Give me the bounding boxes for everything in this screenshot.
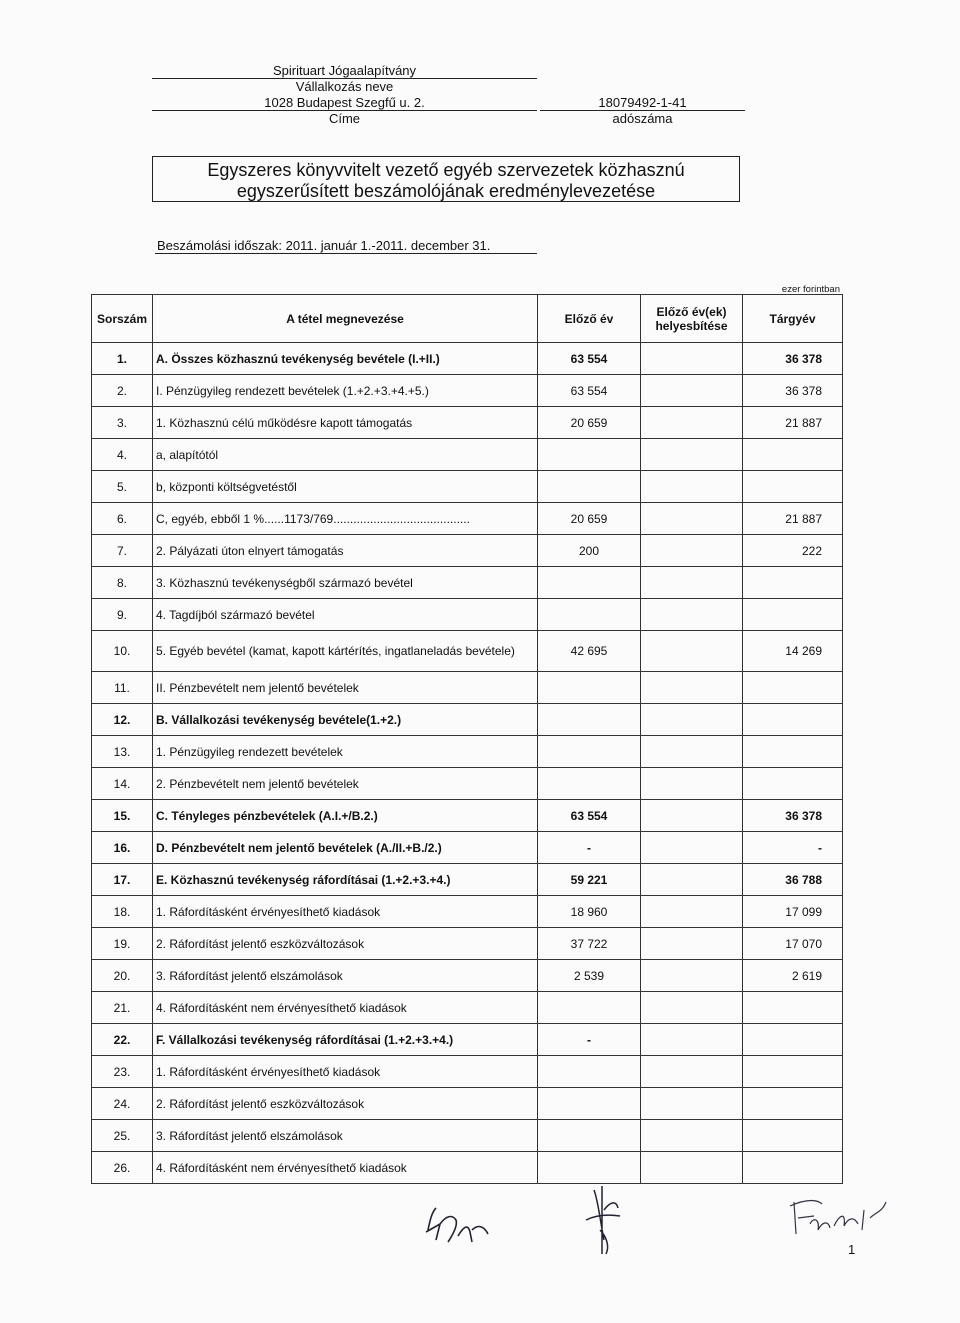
table-row — [92, 736, 843, 768]
row-current-year: 222 — [743, 535, 843, 567]
address-label: Címe — [328, 111, 361, 126]
table-row — [92, 1120, 843, 1152]
row-current-year: 17 070 — [743, 928, 843, 960]
row-item-name: 3. Közhasznú tevékenységből származó bevétel — [153, 567, 538, 599]
table-row — [92, 631, 843, 672]
table-row — [92, 407, 843, 439]
row-current-year — [743, 1088, 843, 1120]
row-current-year: 21 887 — [743, 503, 843, 535]
row-previous-year — [538, 736, 641, 768]
row-serial: 19. — [92, 928, 153, 960]
signature-3 — [788, 1190, 898, 1240]
row-previous-adjustment — [641, 1152, 743, 1184]
row-previous-year: 42 695 — [538, 631, 641, 672]
row-current-year — [743, 1056, 843, 1088]
row-current-year: 36 788 — [743, 864, 843, 896]
table-row — [92, 503, 843, 535]
row-current-year — [743, 736, 843, 768]
table-row — [92, 471, 843, 503]
row-current-year: 36 378 — [743, 343, 843, 375]
row-previous-adjustment — [641, 864, 743, 896]
row-item-name: 4. Ráfordításként nem érvényesíthető kiadások — [153, 1152, 538, 1184]
row-item-name: E. Közhasznú tevékenység ráfordításai (1.+2.+3.+4.) — [153, 864, 538, 896]
row-previous-adjustment — [641, 768, 743, 800]
row-serial: 17. — [92, 864, 153, 896]
row-item-name: D. Pénzbevételt nem jelentő bevételek (A./II.+B./2.) — [153, 832, 538, 864]
row-previous-year — [538, 439, 641, 471]
row-serial: 22. — [92, 1024, 153, 1056]
row-previous-adjustment — [641, 928, 743, 960]
period-underline — [155, 253, 537, 254]
row-serial: 10. — [92, 631, 153, 672]
row-serial: 12. — [92, 704, 153, 736]
row-current-year — [743, 992, 843, 1024]
row-previous-year: 63 554 — [538, 800, 641, 832]
signature-1 — [418, 1190, 508, 1260]
row-previous-year: 200 — [538, 535, 641, 567]
row-previous-adjustment — [641, 1024, 743, 1056]
row-previous-year — [538, 1120, 641, 1152]
table-row — [92, 375, 843, 407]
row-previous-year: - — [538, 832, 641, 864]
row-serial: 6. — [92, 503, 153, 535]
row-item-name: 2. Ráfordítást jelentő eszközváltozások — [153, 1088, 538, 1120]
header-serial: Sorszám — [92, 295, 153, 343]
table-row — [92, 928, 843, 960]
row-item-name: I. Pénzügyileg rendezett bevételek (1.+2.+3.+4.+5.) — [153, 375, 538, 407]
reporting-period: Beszámolási időszak: 2011. január 1.-2011. december 31. — [157, 238, 491, 253]
row-previous-adjustment — [641, 672, 743, 704]
row-previous-adjustment — [641, 343, 743, 375]
row-serial: 1. — [92, 343, 153, 375]
row-serial: 2. — [92, 375, 153, 407]
row-previous-adjustment — [641, 832, 743, 864]
row-previous-adjustment — [641, 567, 743, 599]
row-item-name: 2. Pályázati úton elnyert támogatás — [153, 535, 538, 567]
row-previous-year: 18 960 — [538, 896, 641, 928]
row-serial: 20. — [92, 960, 153, 992]
row-serial: 15. — [92, 800, 153, 832]
row-serial: 18. — [92, 896, 153, 928]
row-previous-year — [538, 992, 641, 1024]
row-serial: 7. — [92, 535, 153, 567]
row-previous-year: 63 554 — [538, 375, 641, 407]
row-item-name: 1. Közhasznú célú működésre kapott támogatás — [153, 407, 538, 439]
row-current-year: 36 378 — [743, 375, 843, 407]
header-previous-adjustment: Előző év(ek) helyesbítése — [641, 295, 743, 343]
report-title — [152, 156, 740, 202]
row-current-year — [743, 599, 843, 631]
table-row — [92, 343, 843, 375]
row-serial: 16. — [92, 832, 153, 864]
row-previous-adjustment — [641, 1088, 743, 1120]
row-item-name: C, egyéb, ebből 1 %......1173/769......................................... — [153, 503, 538, 535]
row-serial: 5. — [92, 471, 153, 503]
org-address: 1028 Budapest Szegfű u. 2. — [264, 95, 425, 110]
row-item-name: a, alapítótól — [153, 439, 538, 471]
table-row — [92, 1088, 843, 1120]
page-number: 1 — [848, 1242, 856, 1257]
row-item-name: II. Pénzbevételt nem jelentő bevételek — [153, 672, 538, 704]
row-previous-year — [538, 1088, 641, 1120]
row-previous-adjustment — [641, 896, 743, 928]
row-previous-adjustment — [641, 736, 743, 768]
table-row — [92, 800, 843, 832]
row-item-name: C. Tényleges pénzbevételek (A.I.+/B.2.) — [153, 800, 538, 832]
row-previous-year: 63 554 — [538, 343, 641, 375]
tax-label: adószáma — [612, 111, 673, 126]
row-previous-year: 2 539 — [538, 960, 641, 992]
table-row — [92, 960, 843, 992]
row-previous-year — [538, 768, 641, 800]
table-row — [92, 567, 843, 599]
row-item-name: 1. Ráfordításként érvényesíthető kiadások — [153, 1056, 538, 1088]
row-serial: 25. — [92, 1120, 153, 1152]
unit-label: ezer forintban — [781, 284, 840, 295]
row-current-year: - — [743, 832, 843, 864]
row-previous-adjustment — [641, 375, 743, 407]
row-serial: 21. — [92, 992, 153, 1024]
row-current-year — [743, 567, 843, 599]
row-current-year — [743, 1024, 843, 1056]
row-current-year — [743, 471, 843, 503]
table-row — [92, 992, 843, 1024]
table-row — [92, 704, 843, 736]
row-item-name: b, központi költségvetéstől — [153, 471, 538, 503]
row-previous-year — [538, 599, 641, 631]
signature-2 — [580, 1180, 630, 1260]
row-current-year — [743, 1152, 843, 1184]
row-serial: 26. — [92, 1152, 153, 1184]
row-current-year: 2 619 — [743, 960, 843, 992]
row-current-year: 36 378 — [743, 800, 843, 832]
row-current-year: 14 269 — [743, 631, 843, 672]
row-previous-adjustment — [641, 800, 743, 832]
row-serial: 4. — [92, 439, 153, 471]
table-row — [92, 439, 843, 471]
row-serial: 23. — [92, 1056, 153, 1088]
org-type-label: Vállalkozás neve — [295, 79, 394, 94]
row-item-name: 1. Pénzügyileg rendezett bevételek — [153, 736, 538, 768]
row-item-name: 2. Pénzbevételt nem jelentő bevételek — [153, 768, 538, 800]
org-name: Spirituart Jógaalapítvány — [272, 63, 417, 78]
report-title-line2: egyszerűsített beszámolójának eredménylevezetése — [236, 181, 656, 201]
row-previous-year: 59 221 — [538, 864, 641, 896]
row-serial: 14. — [92, 768, 153, 800]
table-row — [92, 672, 843, 704]
row-previous-adjustment — [641, 535, 743, 567]
row-item-name: 4. Ráfordításként nem érvényesíthető kiadások — [153, 992, 538, 1024]
row-previous-year — [538, 471, 641, 503]
header-previous-year: Előző év — [538, 295, 641, 343]
row-item-name: A. Összes közhasznú tevékenység bevétele (I.+II.) — [153, 343, 538, 375]
row-item-name: 2. Ráfordítást jelentő eszközváltozások — [153, 928, 538, 960]
table-row — [92, 1056, 843, 1088]
row-serial: 9. — [92, 599, 153, 631]
row-item-name: F. Vállalkozási tevékenység ráfordításai (1.+2.+3.+4.) — [153, 1024, 538, 1056]
row-previous-year — [538, 1056, 641, 1088]
row-item-name: B. Vállalkozási tevékenység bevétele(1.+2.) — [153, 704, 538, 736]
row-item-name: 3. Ráfordítást jelentő elszámolások — [153, 1120, 538, 1152]
row-current-year — [743, 768, 843, 800]
row-item-name: 4. Tagdíjból származó bevétel — [153, 599, 538, 631]
row-previous-adjustment — [641, 407, 743, 439]
table-row — [92, 535, 843, 567]
row-serial: 11. — [92, 672, 153, 704]
row-current-year: 17 099 — [743, 896, 843, 928]
row-previous-adjustment — [641, 631, 743, 672]
header-item-name: A tétel megnevezése — [153, 295, 538, 343]
report-title-line1: Egyszeres könyvvitelt vezető egyéb szervezetek közhasznú — [207, 160, 685, 180]
row-previous-adjustment — [641, 1056, 743, 1088]
row-previous-adjustment — [641, 960, 743, 992]
row-current-year — [743, 704, 843, 736]
row-previous-year — [538, 672, 641, 704]
row-previous-year: - — [538, 1024, 641, 1056]
income-statement-table — [91, 294, 843, 1184]
row-current-year: 21 887 — [743, 407, 843, 439]
row-previous-adjustment — [641, 992, 743, 1024]
table-row — [92, 896, 843, 928]
row-previous-adjustment — [641, 599, 743, 631]
row-previous-adjustment — [641, 704, 743, 736]
row-previous-year — [538, 567, 641, 599]
row-current-year — [743, 439, 843, 471]
row-item-name: 3. Ráfordítást jelentő elszámolások — [153, 960, 538, 992]
row-item-name: 1. Ráfordításként érvényesíthető kiadások — [153, 896, 538, 928]
header-current-year: Tárgyév — [743, 295, 843, 343]
row-previous-adjustment — [641, 439, 743, 471]
row-serial: 3. — [92, 407, 153, 439]
row-previous-adjustment — [641, 503, 743, 535]
row-previous-adjustment — [641, 471, 743, 503]
org-name-underline — [152, 78, 537, 79]
row-previous-year — [538, 1152, 641, 1184]
row-previous-year: 37 722 — [538, 928, 641, 960]
row-serial: 24. — [92, 1088, 153, 1120]
row-current-year — [743, 1120, 843, 1152]
row-current-year — [743, 672, 843, 704]
row-previous-year — [538, 704, 641, 736]
table-row — [92, 599, 843, 631]
row-previous-year: 20 659 — [538, 503, 641, 535]
row-previous-year: 20 659 — [538, 407, 641, 439]
table-row — [92, 832, 843, 864]
row-item-name: 5. Egyéb bevétel (kamat, kapott kártérítés, ingatlaneladás bevétele) — [153, 631, 538, 672]
table-header-row — [92, 295, 843, 343]
row-serial: 8. — [92, 567, 153, 599]
tax-number: 18079492-1-41 — [598, 95, 687, 110]
table-row — [92, 1152, 843, 1184]
table-row — [92, 864, 843, 896]
table-row — [92, 768, 843, 800]
row-serial: 13. — [92, 736, 153, 768]
row-previous-adjustment — [641, 1120, 743, 1152]
table-row — [92, 1024, 843, 1056]
